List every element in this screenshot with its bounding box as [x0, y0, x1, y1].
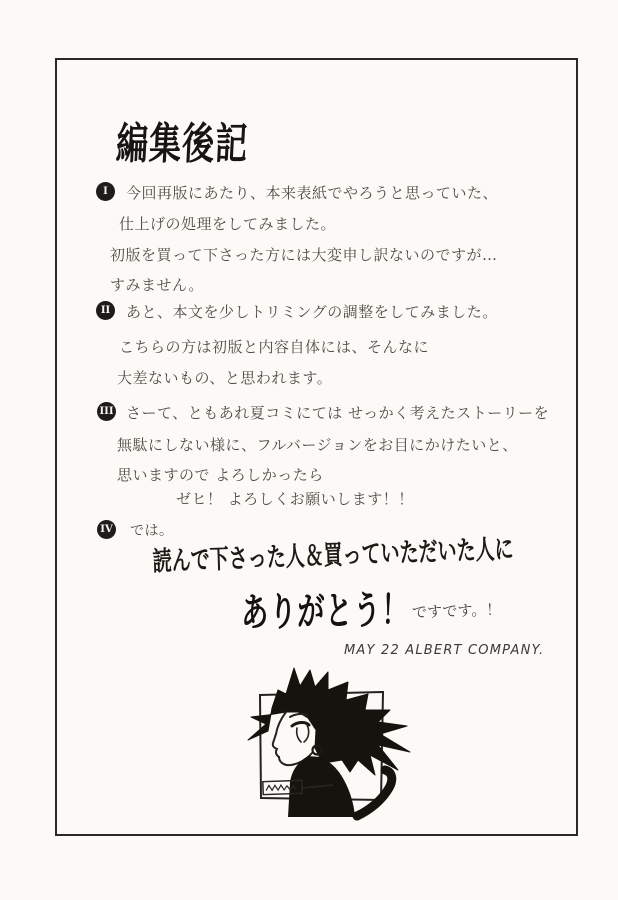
section-1-line-3: 初版を買って下さった方には大変申し訳ないのですが… — [110, 246, 498, 264]
section-2-line-3: 大差ないもの、と思われます。 — [117, 369, 333, 387]
section-4-intro: では。 — [130, 523, 174, 539]
section-4-numeral-badge: IV — [97, 520, 116, 539]
section-1-numeral-badge: I — [96, 182, 115, 201]
section-1-line-1: 今回再版にあたり、本来表紙でやろうと思っていた、 — [126, 184, 499, 202]
section-2-numeral-badge: II — [96, 301, 115, 320]
date-credit-line: MAY 22 ALBERT COMPANY. — [344, 643, 545, 658]
section-4-big-line: 読んで下さった人＆買っていただいた人に — [152, 533, 515, 578]
section-4-thanks-suffix: ですです。！ — [411, 600, 502, 622]
section-3-numeral-badge: III — [97, 402, 116, 421]
section-3-line-1: さーて、ともあれ夏コミにては せっかく考えたストーリーを — [126, 404, 550, 422]
section-3-line-4: ゼヒ！ よろしくお願いします！！ — [176, 490, 414, 508]
section-3-line-3: 思いますので よろしかったら — [117, 466, 324, 484]
character-sketch-drawing — [220, 660, 520, 833]
page-title: 編集後記 — [114, 118, 250, 170]
section-1-line-4: すみません。 — [110, 276, 204, 294]
section-3-line-2: 無駄にしない様に、フルバージョンをお目にかけたいと、 — [117, 436, 518, 454]
section-4-thanks: ありがとう！ — [240, 588, 410, 637]
eye-iris — [297, 725, 309, 742]
character-sketch — [220, 660, 520, 833]
hair-shape — [248, 668, 410, 775]
section-2-line-2: こちらの方は初版と内容自体には、そんなに — [119, 338, 430, 356]
cat-tail — [357, 770, 392, 816]
section-1-line-2: 仕上げの処理をしてみました。 — [119, 215, 337, 233]
section-2-line-1: あと、本文を少しトリミングの調整をしてみました。 — [126, 303, 498, 321]
